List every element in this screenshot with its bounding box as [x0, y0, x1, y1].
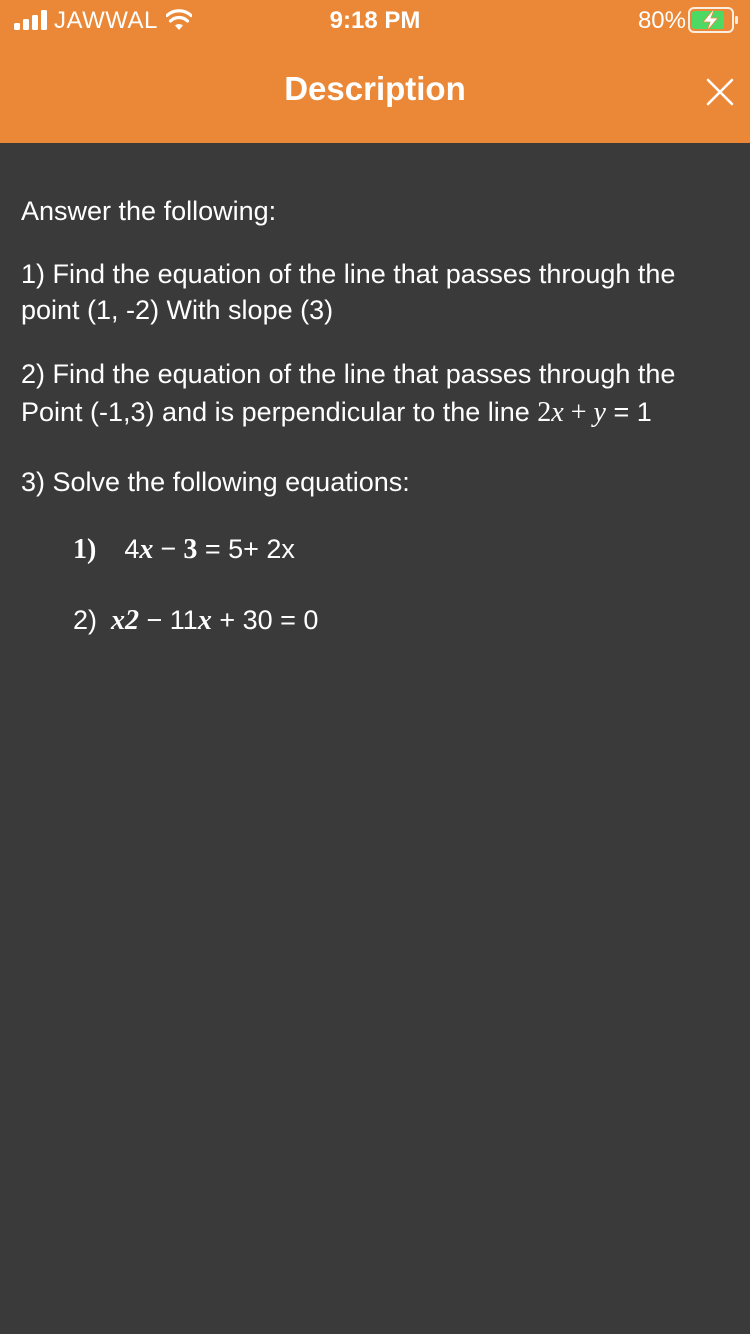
question-1-line-2: point (1, -2) With slope (3): [21, 295, 334, 325]
header-bar: [0, 0, 750, 143]
question-2-line-2: [21, 394, 652, 431]
equation-2-x: x: [197, 605, 212, 636]
question-2-line-1: 2) Find the equation of the line that passes through the: [21, 359, 676, 389]
equation-rest: = 1: [605, 397, 652, 427]
equation-item-1: [73, 531, 295, 568]
battery-percent: 80%: [637, 7, 686, 34]
question-2-text: Point (-1,3) and is perpendicular to the line: [21, 397, 538, 427]
equation-plus: +: [563, 397, 594, 428]
equation-coefficient: 2: [537, 397, 552, 428]
description-content: [0, 143, 750, 1334]
page-title: Description: [284, 70, 466, 107]
status-time: 9:18 PM: [329, 7, 421, 34]
status-bar: [0, 0, 750, 40]
equation-2-rest: + 30 = 0: [211, 605, 319, 635]
equation-1-coeff: 4: [124, 534, 140, 564]
equation-2-mid: − 11: [139, 605, 198, 635]
equation-1-x: x: [139, 534, 154, 565]
question-1-line-1: 1) Find the equation of the line that passes through the: [21, 259, 676, 289]
question-3-heading: 3) Solve the following equations:: [21, 467, 410, 497]
equation-2-number: 2): [73, 605, 98, 635]
close-icon: [700, 72, 740, 112]
equation-1-rhs: = 5+ 2x: [197, 534, 295, 564]
equation-x: x: [551, 397, 564, 428]
equation-1-minus: − 3: [153, 534, 198, 565]
equation-y: y: [593, 397, 606, 428]
equation-item-2: [73, 602, 318, 639]
close-button[interactable]: [700, 72, 740, 112]
intro-text: Answer the following:: [21, 196, 277, 226]
battery-charging-icon: [688, 7, 740, 33]
equation-1-number: 1): [73, 534, 97, 565]
carrier-name: JAWWAL: [54, 7, 158, 34]
equation-2-x2: x2: [111, 605, 140, 636]
